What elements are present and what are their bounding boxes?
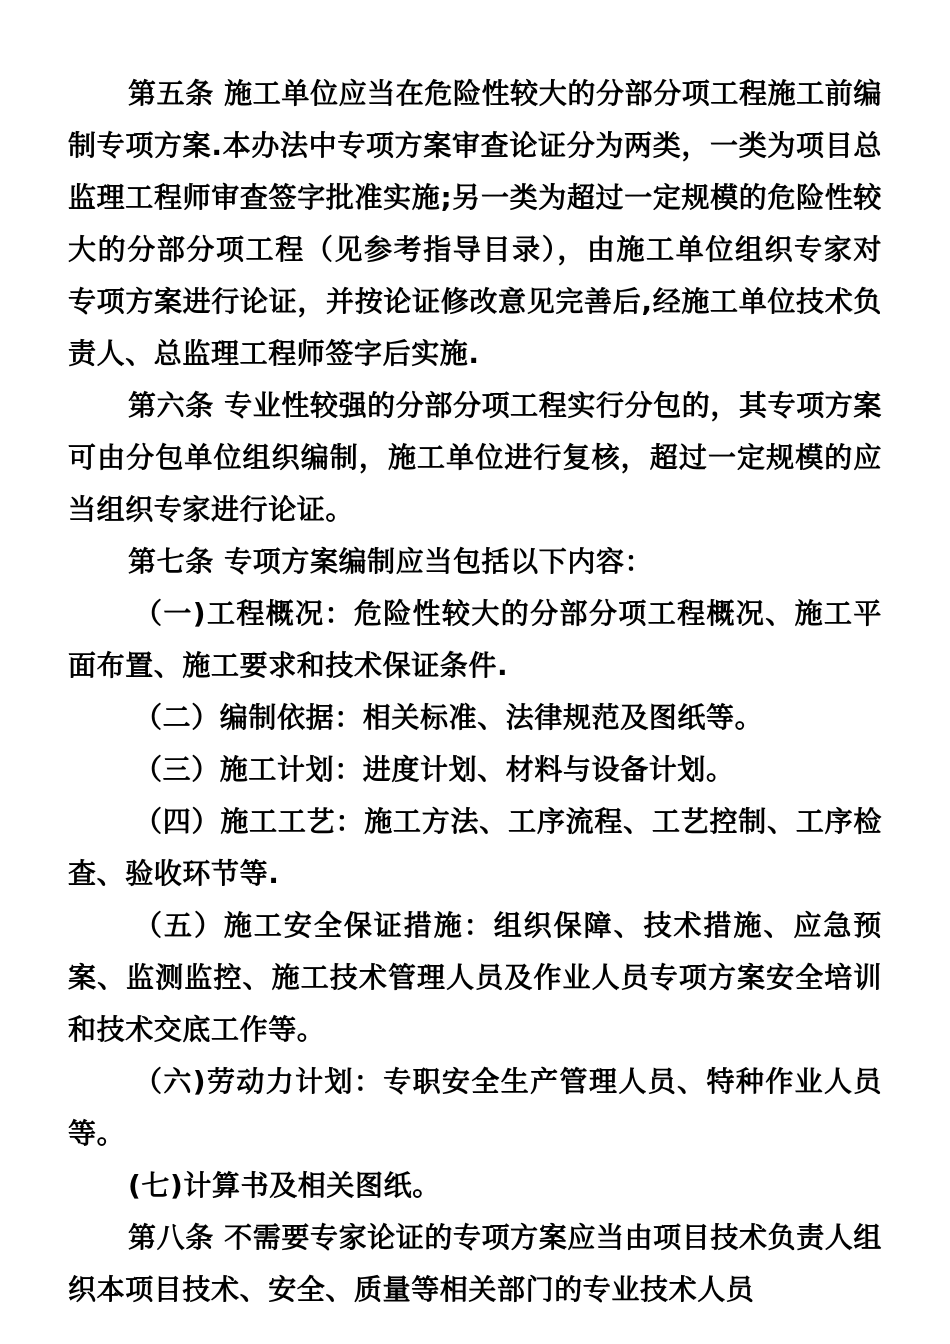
article-7-item-5: （五）施工安全保证措施：组织保障、技术措施、应急预案、监测监控、施工技术管理人员及作业人员专项方案安全培训和技术交底工作等。 [68,909,882,1046]
article-5-paragraph: 第五条 施工单位应当在危险性较大的分部分项工程施工前编制专项方案.本办法中专项方案审查论证分为两类，一类为项目总监理工程师审查签字批准实施;另一类为超过一定规模的危险性较大的分部分项工程（见参考指导目录），由施工单位组织专家对专项方案进行论证，并按论证修改意见完善后,经施工单位技术负责人、总监理工程师签字后实施. [68,77,882,370]
document-page [68,68,882,1316]
article-7-item-4: （四）施工工艺：施工方法、工序流程、工艺控制、工序检查、验收环节等. [68,805,882,890]
article-7-item-7: (七)计算书及相关图纸。 [128,1169,441,1202]
article-7-item-6: （六)劳动力计划：专职安全生产管理人员、特种作业人员等。 [68,1065,882,1150]
article-7-item-1: （一)工程概况：危险性较大的分部分项工程概况、施工平面布置、施工要求和技术保证条件. [68,597,882,682]
article-6-paragraph: 第六条 专业性较强的分部分项工程实行分包的，其专项方案可由分包单位组织编制，施工单位进行复核，超过一定规模的应当组织专家进行论证。 [68,389,882,526]
article-7-item-3: （三）施工计划：进度计划、材料与设备计划。 [134,753,735,786]
article-7-paragraph: 第七条 专项方案编制应当包括以下内容： [128,545,654,578]
article-8-paragraph: 第八条 不需要专家论证的专项方案应当由项目技术负责人组织本项目技术、安全、质量等相关部门的专业技术人员 [68,1221,882,1306]
article-7-item-2: （二）编制依据：相关标准、法律规范及图纸等。 [134,701,764,734]
